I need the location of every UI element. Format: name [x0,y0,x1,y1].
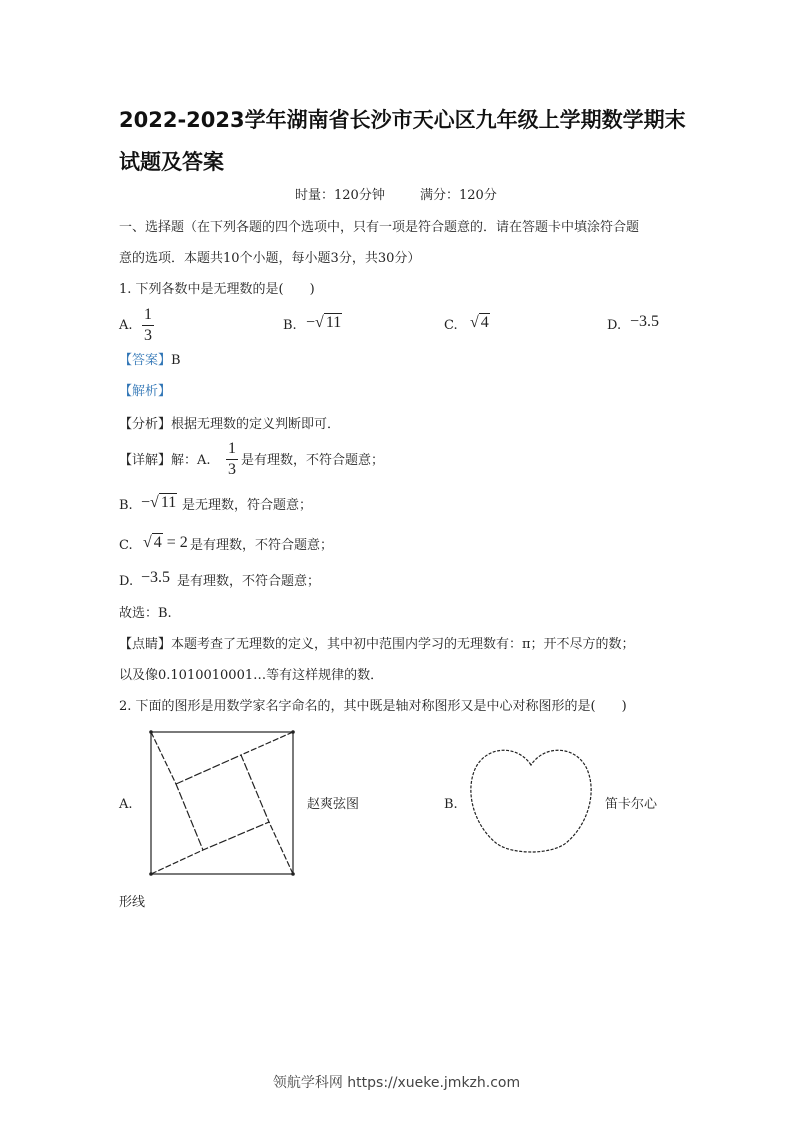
q2-option-b-label: B. [444,797,458,812]
q2-option-b-name-cont: 形线 [119,895,146,910]
radical-sign: √ [150,494,159,511]
q1-answer [119,353,181,369]
q1-option-a-denominator: 3 [144,327,152,344]
q2-option-a-name: 赵爽弦图 [307,797,360,812]
equals-expr: = 2 [166,534,188,551]
hypotenuse-line [151,850,203,874]
sqrt-expr [150,493,177,512]
q1-detail-b-text: 是无理数，符合题意； [182,498,313,513]
radical-sign: √ [143,534,152,551]
q2-stem: 2. 下面的图形是用数学家名字命名的，其中既是轴对称图形又是中心对称图形的是( ) [119,699,627,714]
q1-detail-a-fraction [226,440,238,479]
fraction-bar [142,325,154,326]
inner-square [176,755,269,850]
q1-stem: 1. 下列各数中是无理数的是( ) [119,282,315,297]
cardioid-diagram [466,743,596,861]
radicand: 4 [153,534,162,551]
q2-option-a-label: A. [119,797,133,812]
cardioid-curve [471,750,591,852]
q1-detail-b-label: B. [119,498,133,513]
q2-option-b-name: 笛卡尔心 [605,797,658,812]
answer-value: B [171,353,181,368]
q1-option-a-fraction [142,306,154,345]
q1-detail-b-expr [141,493,177,512]
q1-detail-a-numerator: 1 [228,440,236,457]
q1-option-a-numerator: 1 [144,306,152,323]
q1-comment-line2: 以及像0.1010010001…等有这样规律的数． [119,668,384,683]
q1-option-c-expr [470,313,490,332]
q1-detail-c-label: C. [119,538,133,553]
q1-option-b-expr [306,313,342,332]
zhao-shuang-diagram [148,729,298,877]
q1-analysis-tag: 【解析】 [119,384,172,399]
q1-option-d-label: D. [607,318,622,333]
q1-option-d-value: −3.5 [630,313,660,330]
radical-sign: √ [315,314,324,331]
radicand: 11 [160,494,177,511]
section-heading-line1: 一、选择题（在下列各题的四个选项中，只有一项是符合题意的．请在答题卡中填涂符合题 [119,220,640,235]
footer-watermark: 领航学科网 https://xueke.jmkzh.com [272,1075,521,1091]
sqrt-expr [315,313,342,332]
sqrt-expr [143,533,163,552]
minus-sign: − [141,494,151,511]
q1-detail-d-label: D. [119,574,134,589]
fraction-bar [226,459,238,460]
q1-conclusion: 故选：B. [119,606,172,621]
outer-square [151,732,293,874]
answer-tag: 【答案】 [119,353,172,368]
q1-option-a-label: A. [119,318,133,333]
exam-score: 满分：120分 [420,188,497,203]
q1-detail-a-text: 是有理数，不符合题意； [241,453,385,468]
q1-option-b-label: B. [283,318,297,333]
q1-detail-c-expr [143,533,188,552]
hypotenuse-line [241,732,293,755]
page-title-line2: 试题及答案 [119,150,224,174]
hypotenuse-line [151,732,176,784]
q1-detail-d-value: −3.5 [141,569,171,586]
radicand: 11 [325,314,342,331]
q1-detail-d-text: 是有理数，不符合题意； [177,574,321,589]
section-heading-line2: 意的选项．本题共10个小题，每小题3分，共30分） [119,251,421,266]
q1-detail-prefix: 【详解】解：A. [119,453,211,468]
hypotenuse-line [269,822,293,874]
q1-fenxi: 【分析】根据无理数的定义判断即可． [119,417,341,432]
q1-comment-line1: 【点睛】本题考查了无理数的定义，其中初中范围内学习的无理数有：π；开不尽方的数； [119,637,635,652]
q1-option-c-label: C. [444,318,458,333]
page-title-line1: 2022-2023学年湖南省长沙市天心区九年级上学期数学期末 [119,108,686,132]
minus-sign: − [306,314,316,331]
sqrt-expr [470,313,490,332]
exam-time: 时量：120分钟 [295,188,385,203]
radical-sign: √ [470,314,479,331]
q1-detail-c-text: 是有理数，不符合题意； [190,538,334,553]
q1-detail-a-denominator: 3 [228,461,236,478]
radicand: 4 [480,314,489,331]
